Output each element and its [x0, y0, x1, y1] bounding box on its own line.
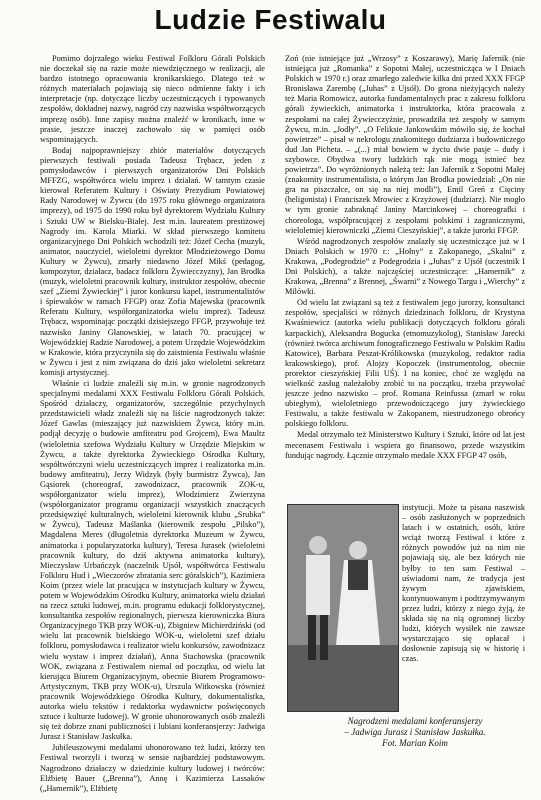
paragraph: Jubileuszowymi medalami uhonorowano też ludzi, którzy ten Festiwal tworzyli i tworzą w sensie najbardziej podstawowym. Nagrodzono działaczy w dziedzinie kultury ludowej i twórców: Elżbietę Bauer („Brenna”), Annę i Kazimierza Lassaków („Hamernik”), Elżbietę [40, 743, 265, 793]
paragraph: Od wielu lat związani są też z festiwalem jego jurorzy, konsultanci zespołów, specjaliści w różnych dziedzinach folkloru, dr Krystyna Kwaśniewicz (autorka wielu publikacji dotyczących folkloru górali karpackich), Aleksandra Bogucka (etnomuzykolog), Stanisław Jarecki (również twórca archiwum fonograficznego Festiwalu w Polskim Radiu Katowice), Barbara Peszat-Królikowska (muzykolog, redaktor radia krakowskiego), prof. Alojzy Kopoczek (instrumentolog, obecnie prorektor cieszyńskiej Filii UŚ). I na koniec, choć ze względu na wielkość zasług należałoby zrobić to na początku, trzeba przywołać jeszcze jedno nazwisko – prof. Romana Reinfussa (zmarł w roku ubiegłym), wieloletniego przewodniczącego jury żywieckiego Festiwalu, a także festiwalu w Zakopanem, niestrudzonego obrońcy polskiego folkloru. [285, 298, 525, 429]
paragraph: Medal otrzymało też Ministerstwo Kultury i Sztuki, które od lat jest mecenasem Festiwalu i wspiera go finansowo, przede wszystkim fundując nagrody. Łącznie otrzymało medale XXX FFGP 47 osób, [285, 430, 525, 460]
page-title: Ludzie Festiwalu [154, 4, 387, 35]
paragraph: Bodaj najpoprawniejszy zbiór materiałów dotyczących pierwszych festiwali posiada Tadeusz Trębacz, jeden z pomysłodawców i pierwszych organizatorów Dni Polskich MFFZG, współtwórca wielu imprez i działań. W tamtym czasie kierował Referatem Kultury i Oświaty Prezydium Powiatowej Rady Narodowej w Żywcu (do 1975 roku głównego organizatora imprezy), od 1975 do 1990 roku był dyrektorem Wydziału Kultury i Sztuki UW w Bielsku-Białej. Jest m.in. laureatem prestiżowej Nagrody im. Karola Miarki. W skład pierwszego komitetu organizacyjnego Dni Polskich wchodzili też: Józef Cecha (muzyk, animator, nauczyciel, wieloletni dyrektor Młodzieżowego Domu Kultury w Żywcu), zmarły niedawno Józef Mikś (pedagog, kompozytor, działacz, badacz folkloru Żywiecczyzny), Jan Brodka (muzyk, wieloletni pracownik kultury, instruktor zespołów, obecnie szef „Ziemi Żywieckiej” i juror konkursu kapel, instrumentalistów i śpiewaków w ramach FFGP) oraz Zofia Majewska (pracownik Referatu Kultury, współorganizatorka wielu imprez). Tadeusz Trębacz, wspominając początki dzisiejszego FFGP, przywołuje też nazwisko Janiny Głanowskiej, w latach 70. pracującej w Wojewódzkiej Radzie Narodowej, a potem Urzędzie Wojewódzkim w Krakowie, która przyczyniła się do zaistnienia Festiwalu właśnie w Żywcu i jest z nim związana do dziś jako wieloletni sekretarz komisji artystycznej. [40, 145, 265, 377]
paragraph: instytucji. Może ta pisana naszwisk – osób zasłużonych w poprzednich latach i w ostatnich, osób, które wciąż tworzą Festiwal i które z różnych powodów już na nim nie pojawiają się, ale bez których nie byłby to ten sam Festiwal – uświadomi nam, że tradycja jest żywym zjawiskiem, kontynuowanym i podtrzymywanym przez ludzi, którzy z niego żyją, że składa się na nią ogromnej liczby ludzi, których wysiłek nie zawsze wystarczająco się opłacał i dosłownie zapisują się w historię i czas. [402, 503, 525, 664]
right-column [285, 54, 525, 502]
caption-line: Nagrodzeni medalami konferansjerzy [347, 716, 483, 726]
paragraph: Właśnie ci ludzie znaleźli się m.in. w gronie nagrodzonych specjalnymi medalami XXX Festiwalu Folkloru Górali Polskich. Spośród działaczy, organizatorów, szczególnie przychylnych przedstawicieli władz znaleźli się na liście nagrodzonych także: Józef Gawlas (mieszający już nazwiskiem Żywca, który m.in. podjął decyzję o budowie amfiteatru pod Grojcem), Ewa Maultz (wieloletnia szefowa Wydziału Kultury w Urzędzie Miejskim w Żywcu, a także dyrektorka Żywieckiego Ośrodka Kultury, współtwórczyni wielu uczestniczących imprez i realizatorka m.in. budowy amfiteatru), Jerzy Widzyk (były burmistrz Żywca), Jan Gąsiorek (choreograf, zawodnizacz, pracownik ZOK-u, współorganizator wielu imprez), Włodzimierz Zwierzyna (współorganizator programu organizacji wszystkich znaczących przedsięwzięć kulturalnych, wieloletni kierownik klubu „Srubka” w Żywcu), Tadeusz Maślanka (kierownik zespołu „Pilsko”), Magdalena Meres (długoletnia dyrektorka Muzeum w Żywcu, animatorka i popularyzatorka kultury), Teresa Jurasek (wieloletni pracownik kultury, do dziś aktywna animatorka kultury), Mieczysław Urbańczyk (naczelnik Ujsół, współtwórca Festiwalu Folkloru Hud i „Wieczorów zbratania serc góralskich”), Kazimiera Koim (przez wiele lat pracująca w instytucjach kultury w Żywcu, potem w Wojewódzkim Ośrodku Kultury, animatorka wielu działań na rzecz sztuki ludowej, m.in. programu edukacji folklorystycznej, konsultantka zespołów regionalnych, pierwsza kierowniczka Biura Organizacyjnego TKB przy WOK-u), Zbigniew Michierdziński (od wielu lat pracownik bielskiego WOK-u, wieloletni szef działu folkloru, pomysłodawca i realizator wielu konkursów, zawodnizacz wielu wystaw i imprez działań), Anna Stachowska (pracownik WOK, związana z Festiwalem niemal od początku, od wielu lat kierująca Biurem Organizacyjnym, obecnie Biurem Programowo-Artystycznym, TKB przy WOK-u), Urszula Witkowska (również pracownik Wojewódzkiego Ośrodka Kultury, dokumentalistka, autorka wielu tekstów i redaktorka wydawnictw poświęconych sztuce i kulturze ludowej). W gronie uhonorowanych osób znaleźli się też dobrze znani publiczności i lubiani konferansjerzy: Jadwiga Jurasz i Stanisław Jaskułka. [40, 379, 265, 742]
photo-conferenciers [287, 504, 399, 712]
caption-credit: Fot. Marian Koim [382, 738, 448, 748]
left-column [40, 54, 265, 795]
paragraph: Zoń (nie istniejące już „Wrzosy” z Koszarawy), Marię Jafernik (nie istniejąca już „Romanka” z Sopotni Małej, uczestnicząca w I Dniach Polskich w 1970 r.) oraz zmarłego zaledwie kilka dni przed XXX FFGP Bronisława Zarembę („Juhas” z Ujsół). Do grona nieżyjących należy też Maria Romowicz, autorka fundamentalnych prac z zakresu folkloru górali żywieckich, animatorka i instruktorka, która pracowała z zespołami na całej Żywiecczyźnie, prowadziła też zespoły w samym Żywcu, m.in. „Jodły”. „O Feliksie Jankowskim mówiło się, że kochał powietrze” – pisał w nekrologu znakomitego dudziarza i budowniczego dud Jan Picheta. – „(...) miał bowiem w życiu dwie pasje – dudy i szybowce. Obydwa twory ludzkich rąk nie mogą istnieć bez powietrza”. Do wyróżnionych należą też: Jan Jafernik z Sopotni Małej (znakomity instrumentalista, o którym Jan Brodka powiedział: „On nie gra na piszczałce, on się na niej modli”), Emil Greń z Cięciny (heligonista) i Franciszek Mrowiec z Krzyżowej (dudziarz). Nie mogło w tym gronie zabraknąć Janiny Marcinkowej – choreografki i choreologa, współpracującej z zespołami polskimi i zagranicznymi, wieloletniej kierowniczki „Ziemi Cieszyńskiej”, a także jurorki FFGP. [285, 54, 525, 235]
paragraph: Wśród nagrodzonych zespołów znalazły się uczestniczące już w I Dniach Polskich w 1970 r.: „Hołny” z Zakopanego, „Skalni” z Krakowa, „Podegrodzie” z Podegrodzia i „Juhas” z Ujsół (uczestnik I Dni Polskich), a także najczęściej uczestniczące: „Hamernik” z Krakowa, „Brenna” z Brennej, „Śwarni” z Nowego Targu i „Wierchy” z Milówki. [285, 236, 525, 297]
photo-caption [300, 716, 530, 749]
right-bottom-text [402, 503, 525, 665]
paragraph: Pomimo dojrzałego wieku Festiwal Folkloru Górali Polskich nie doczekał się na razie może niewdzięcznego w realizacji, ale bardzo istotnego opracowania kronikarskiego. Dlatego też w różnych materiałach pojawiają się nieco odmienne fakty i ich interpretacje (np. dotyczące liczby uczestniczących i typowanych zespołów, dokładnej nazwy, nagród czy nazwiska współtworzących imprezę osób). Inne zapisy można znaleźć w kronikach, inne w prasie, jeszcze inaczej zachowało się w pamięci osób wspominających. [40, 54, 265, 144]
photo-image [288, 505, 398, 711]
caption-line: – Jadwiga Jurasz i Stanisław Jaskułka. [344, 727, 486, 737]
